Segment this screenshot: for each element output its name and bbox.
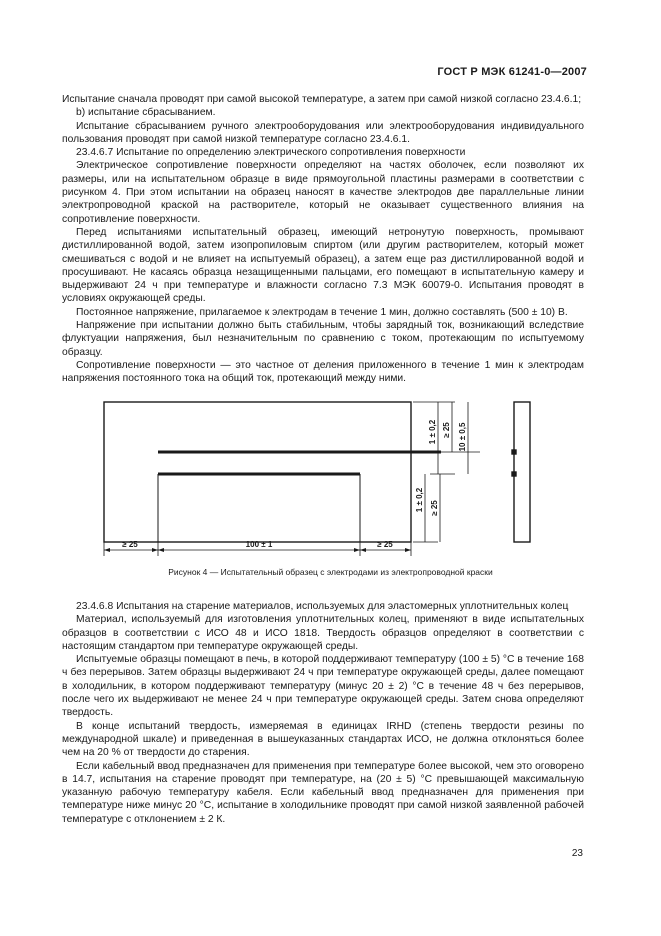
dim-label-lower-margin: ≥ 25: [430, 500, 439, 516]
dim-label-electrode-width-upper: 1 ± 0,2: [428, 419, 437, 445]
dim-label-electrode-gap: 10 ± 0,5: [458, 422, 467, 452]
section-heading: 23.4.6.8 Испытания на старение материалов, используемых для эластомерных уплотнительных колец: [76, 601, 569, 612]
page-number: 23: [571, 848, 583, 859]
paragraph: Сопротивление поверхности — это частное от деления приложенного в течение 1 мин к электродам напряжения постоянного тока на общий ток, протекающий между ними.: [62, 359, 584, 385]
side-electrode-mark: [512, 450, 516, 454]
paragraph: b) испытание сбрасыванием.: [76, 107, 216, 119]
paragraph: Перед испытаниями испытательный образец, имеющий нетронутую поверхность, промывают дистиллированной водой, затем изопропиловым спиртом (или другим растворителем, который может смешиваться с водой и не влияет на испытуемый образец), а затем еще раз дистиллированной водой и просушивают. Не касаясь образца незащищенными пальцами, его помещают в испытательную камеру и выдерживают 24 ч при температуре и влажности согласно 7.3 МЭК 60079-0. Испытания проводят в условиях окружающей среды.: [62, 226, 584, 305]
specimen-drawing: [90, 390, 550, 560]
body-text-top: [62, 93, 584, 386]
paragraph: Испытание сначала проводят при самой высокой температуре, а затем при самой низкой согласно 23.4.6.1;: [62, 94, 582, 105]
figure-4: [90, 390, 550, 590]
paragraph: Испытание сбрасыванием ручного электрооборудования или электрооборудования индивидуального пользования проводят при самой низкой температуре согласно 23.4.6.1.: [62, 120, 584, 145]
paragraph: В конце испытаний твердость, измеряемая в единицах IRHD (степень твердости резины по международной шкале) и приведенная в вышеуказанных стандартах ИСО, не должна отклоняться более чем на 20 % от твердости до старения.: [62, 720, 584, 759]
dim-label-left: ≥ 25: [122, 540, 138, 549]
figure-caption: Рисунок 4 — Испытательный образец с электродами из электропроводной краски: [168, 567, 493, 577]
paragraph: Электрическое сопротивление поверхности определяют на частях оболочек, если позволяют их размеры, или на испытательном образце в виде прямоугольной пластины размерами в соответствии с рисунком 4. При этом испытании на образец наносят в качестве электродов две параллельные линии электропроводной краской на растворителе, который не оказывает существенного влияния на сопротивление поверхности.: [62, 160, 584, 225]
paragraph: Материал, используемый для изготовления уплотнительных колец, применяют в виде испытательных образцов в соответствии с ИСО 48 и ИСО 1818. Твердость образцов определяют в соответствии с настоящим стандартом при температуре окружающей среды.: [62, 614, 584, 652]
paragraph: Напряжение при испытании должно быть стабильным, чтобы зарядный ток, возникающий вследствие флуктуации напряжения, был незначительным по сравнению с током, протекающим по испытуемому образцу.: [62, 320, 584, 358]
dim-label-right: ≥ 25: [377, 540, 393, 549]
paragraph: Испытуемые образцы помещают в печь, в которой поддерживают температуру (100 ± 5) °С в течение 168 ч без перерывов. Затем образцы выдерживают 24 ч при температуре окружающей среды, далее помещают в холодильник, в котором поддерживают температуру (минус 20 ± 2) °С в течение 48 ч без перерывов, после чего их выдерживают не менее 24 ч при температуре окружающей среды. Затем снова определяют твердость.: [62, 654, 584, 719]
document-header: ГОСТ Р МЭК 61241-0—2007: [437, 66, 587, 78]
body-text-bottom: [62, 600, 584, 826]
section-heading: 23.4.6.7 Испытание по определению электрического сопротивления поверхности: [76, 147, 466, 159]
side-electrode-mark: [512, 472, 516, 476]
paragraph: Если кабельный ввод предназначен для применения при температуре более высокой, чем это оговорено в 14.7, испытания на старение проводят при температуре, на (20 ± 5) °С превышающей максимальную указанную рабочую температуру кабеля. Если кабельный ввод предназначен для применения при температуре ниже минус 20 °С, испытание в холодильнике проводят при самой низкой заявленной рабочей температуре с отклонением ± 2 К.: [62, 760, 584, 825]
dim-label-upper-margin: ≥ 25: [442, 422, 451, 438]
specimen-plate: [104, 402, 411, 542]
dim-label-middle: 100 ± 1: [245, 540, 273, 549]
dim-label-electrode-width-lower: 1 ± 0,2: [415, 487, 424, 513]
paragraph: Постоянное напряжение, прилагаемое к электродам в течение 1 мин, должно составлять (500 ± 10) В.: [76, 306, 568, 318]
